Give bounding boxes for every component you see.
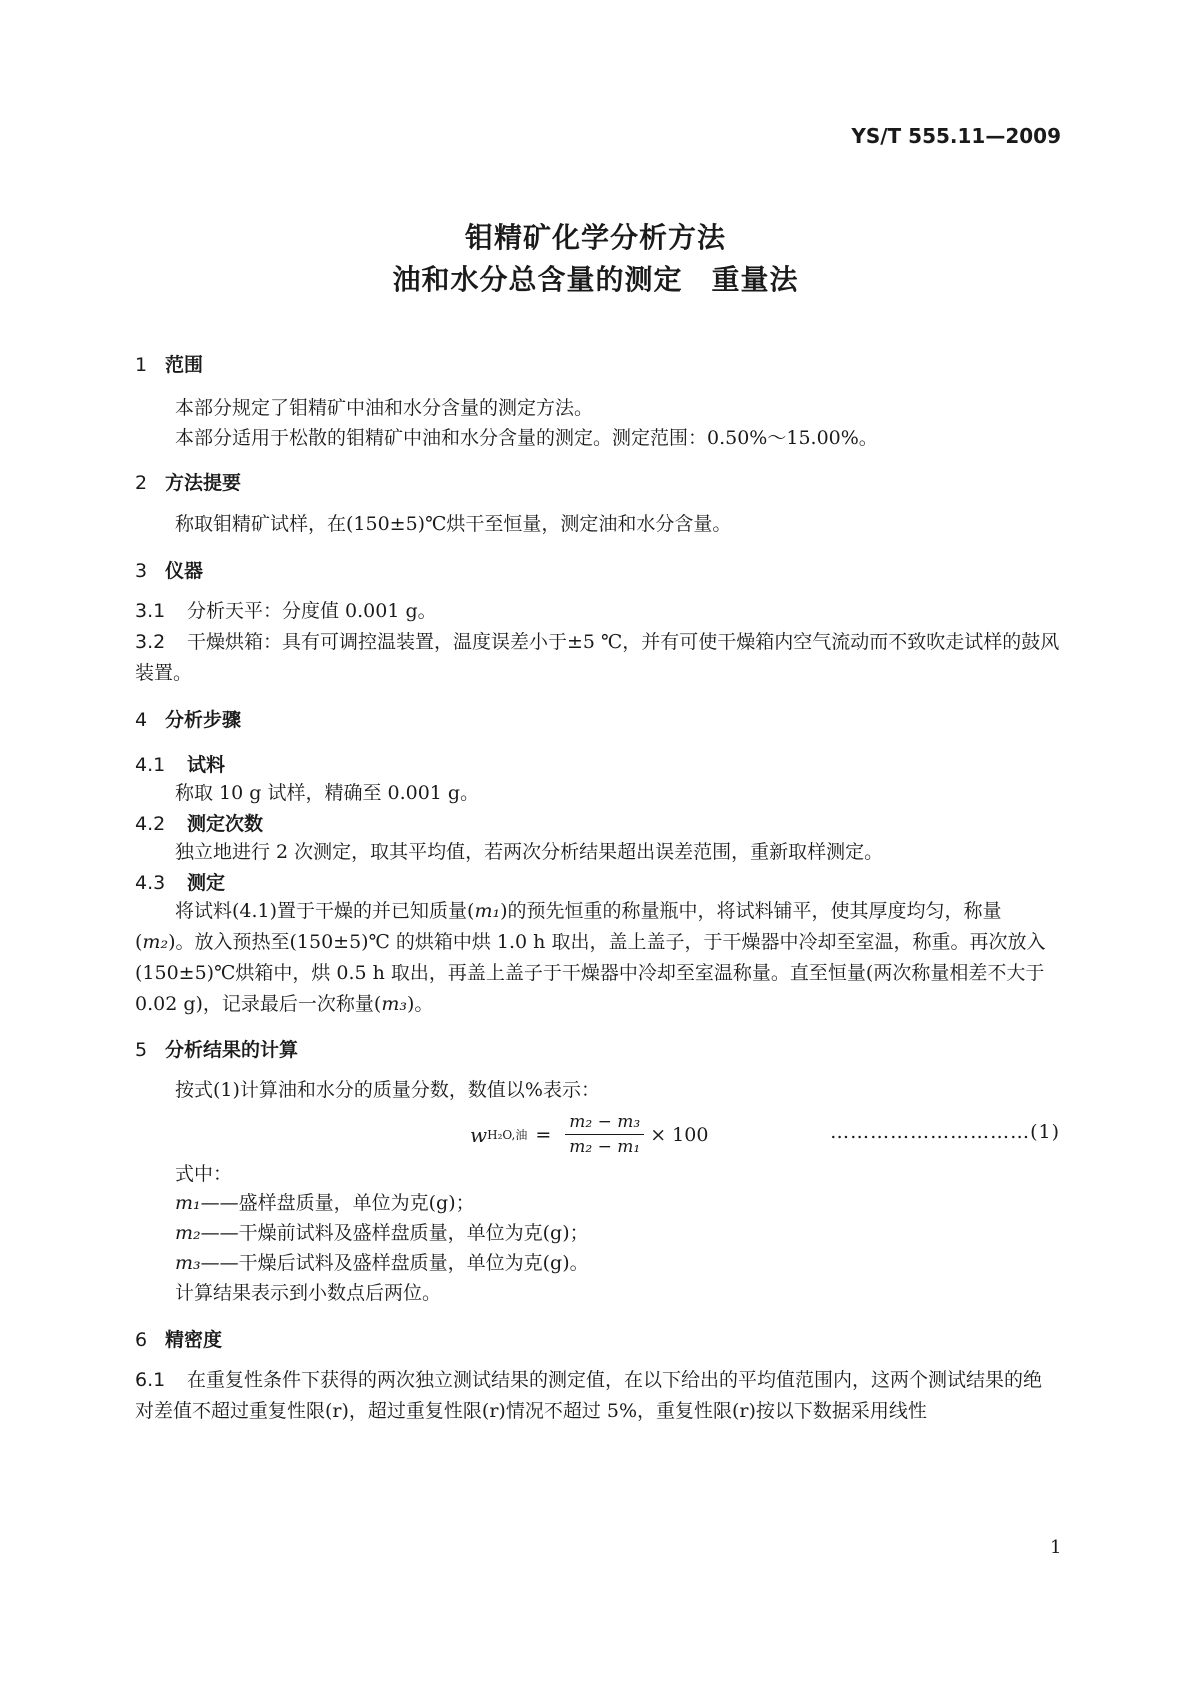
section-number: 4: [135, 709, 148, 731]
subsection-4-3-text: [135, 896, 1060, 1020]
subsection-title: 测定: [187, 872, 226, 894]
variable-m2: m₂: [175, 1222, 201, 1244]
formula-lhs-subscript: H₂O,油: [487, 1128, 528, 1142]
clause-text: 在重复性条件下获得的两次独立测试结果的测定值，在以下给出的平均值范围内，这两个测试结果的绝对差值不超过重复性限(r)，超过重复性限(r)情况不超过 5%，重复性限(r)按以下数据采用线性: [135, 1369, 1043, 1422]
definition-m3: [135, 1248, 1060, 1279]
section-number: 1: [135, 354, 148, 376]
subsection-4-3-heading: [135, 868, 225, 895]
definition-text: ——干燥后试料及盛样盘质量，单位为克(g)。: [200, 1252, 589, 1274]
section-number: 3: [135, 560, 148, 582]
definition-text: ——干燥前试料及盛样盘质量，单位为克(g)；: [200, 1222, 589, 1244]
calculation-note: 计算结果表示到小数点后两位。: [175, 1282, 442, 1304]
clause-3-1: [135, 596, 1060, 627]
subsection-4-2-text: 独立地进行 2 次测定，取其平均值，若两次分析结果超出误差范围，重新取样测定。: [175, 841, 884, 863]
clause-6-1: [135, 1365, 1060, 1427]
section-3-heading: [135, 556, 203, 583]
standard-code: YS/T 555.11—2009: [851, 124, 1061, 148]
section-number: 6: [135, 1329, 148, 1351]
text-run: )的预先恒重的称量瓶中，将试料铺平，使其厚度均匀，称量(: [135, 900, 1002, 953]
subsection-number: 4.3: [135, 872, 166, 894]
clause-number: 6.1: [135, 1369, 166, 1391]
definition-m1: [135, 1188, 1060, 1219]
section-1-heading: [135, 350, 203, 377]
definition-m2: [135, 1218, 1060, 1249]
clause-number: 3.2: [135, 631, 166, 653]
formula-equals: =: [535, 1123, 552, 1146]
subsection-title: 试料: [187, 754, 226, 776]
section-2-paragraph-1: 称取钼精矿试样，在(150±5)℃烘干至恒量，测定油和水分含量。: [175, 513, 732, 535]
equation-number: …………………………(1): [830, 1121, 1060, 1143]
subsection-number: 4.2: [135, 813, 166, 835]
variable-m2: m₂: [142, 931, 169, 953]
document-title-line2: 油和水分总含量的测定 重量法: [392, 263, 799, 296]
formula-numerator: m₂ − m₃: [565, 1112, 644, 1135]
formula-lhs: w: [470, 1122, 488, 1147]
formula-multiplier: × 100: [650, 1123, 709, 1146]
section-number: 2: [135, 472, 148, 494]
text-run: 将试料(4.1)置于干燥的并已知质量(: [175, 900, 475, 922]
subsection-4-1-text: 称取 10 g 试样，精确至 0.001 g。: [175, 782, 480, 804]
subsection-title: 测定次数: [187, 813, 264, 835]
section-title: 方法提要: [165, 472, 242, 494]
section-title: 范围: [165, 354, 204, 376]
section-5-heading: [135, 1035, 298, 1062]
formula-1: [470, 1112, 708, 1157]
section-1-paragraph-2: 本部分适用于松散的钼精矿中油和水分含量的测定。测定范围：0.50%～15.00%。: [175, 427, 878, 449]
subsection-4-1-heading: [135, 750, 225, 777]
subsection-4-2-heading: [135, 809, 263, 836]
clause-3-2: [135, 627, 1060, 689]
definition-text: ——盛样盘质量，单位为克(g)；: [200, 1192, 475, 1214]
section-number: 5: [135, 1039, 148, 1061]
variable-m1: m₁: [474, 900, 501, 922]
subsection-number: 4.1: [135, 754, 166, 776]
section-title: 分析结果的计算: [165, 1039, 299, 1061]
section-6-heading: [135, 1325, 222, 1352]
variable-m3: m₃: [381, 993, 407, 1015]
section-1-paragraph-1: 本部分规定了钼精矿中油和水分含量的测定方法。: [175, 397, 594, 419]
formula-fraction: [565, 1112, 644, 1157]
text-run: )。放入预热至(150±5)℃ 的烘箱中烘 1.0 h 取出，盖上盖子，于干燥器中冷却至室温，称重。再次放入(150±5)℃烘箱中，烘 0.5 h 取出，再盖上盖子于干燥器中冷却至室温称量。直至恒量(两次称量相差不大于 0.02 g)，记录最后一次称量(: [135, 931, 1046, 1015]
variable-m1: m₁: [175, 1192, 201, 1214]
clause-text: 分析天平：分度值 0.001 g。: [187, 600, 437, 622]
variable-m3: m₃: [175, 1252, 201, 1274]
where-label: 式中：: [175, 1163, 233, 1185]
text-run: )。: [406, 993, 434, 1015]
clause-text: 干燥烘箱：具有可调控温装置，温度误差小于±5 ℃，并有可使干燥箱内空气流动而不致吹走试样的鼓风装置。: [135, 631, 1060, 684]
clause-number: 3.1: [135, 600, 166, 622]
document-title-line1: 钼精矿化学分析方法: [464, 221, 726, 254]
section-5-intro: 按式(1)计算油和水分的质量分数，数值以%表示：: [175, 1079, 600, 1101]
section-4-heading: [135, 705, 241, 732]
section-title: 分析步骤: [165, 709, 242, 731]
section-title: 仪器: [165, 560, 204, 582]
page-number: 1: [1050, 1537, 1062, 1558]
formula-denominator: m₂ − m₁: [569, 1137, 641, 1157]
section-2-heading: [135, 468, 241, 495]
section-title: 精密度: [165, 1329, 223, 1351]
